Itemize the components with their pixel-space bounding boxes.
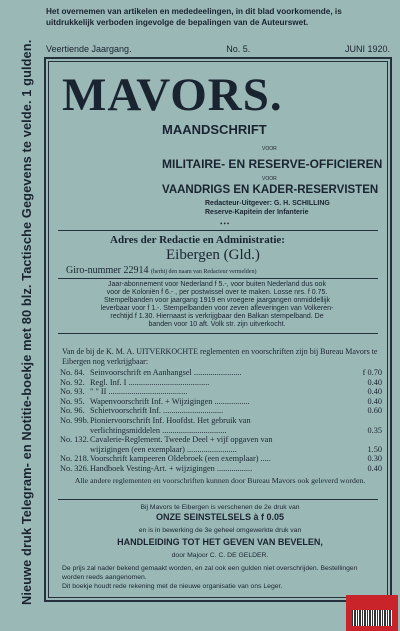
item-no: No. 326. bbox=[60, 463, 89, 473]
list-item bbox=[60, 416, 382, 426]
item-no bbox=[60, 445, 90, 455]
giro-note: (herhij den naam van Redacteur vermelden) bbox=[151, 269, 257, 275]
item-no: No. 95. bbox=[60, 396, 85, 406]
list-item bbox=[60, 387, 382, 397]
divider bbox=[58, 333, 378, 334]
copyright-notice: Het overnemen van artikelen en mededeelingen, in dit blad voorkomende, is uitdrukkelijk verboden ingevolge de bepalingen van de Auteurswet. bbox=[46, 7, 342, 27]
item-price: 1.50 bbox=[367, 444, 382, 454]
item-desc: " " II ...................................... bbox=[90, 387, 188, 397]
subscription-line: Jaar-abonnement voor Nederland f 5.-, voor buiten Nederland dus ook bbox=[108, 281, 326, 288]
item-desc: wijzigingen (een exemplaar) ........................ bbox=[90, 444, 237, 454]
note-line: De prijs zal nader bekend gemaakt worden, en zal ook een gulden niet overschrijden. Bestellingen worden reeds aangenomen. bbox=[62, 565, 358, 582]
divider bbox=[58, 499, 378, 500]
item-no: No. 99b. bbox=[60, 415, 89, 425]
issue-date: JUNI 1920. bbox=[344, 44, 390, 54]
issue-number: No. 5. bbox=[226, 44, 251, 54]
item-desc: verlichtingsmiddelen ............................... bbox=[90, 425, 227, 435]
item-desc: Handboek Vesting-Art. + wijzigingen ................. bbox=[90, 463, 253, 473]
item-price: 0.60 bbox=[367, 406, 382, 416]
volume: Veertiende Jaargang. bbox=[46, 44, 132, 54]
item-price: f 0.70 bbox=[362, 368, 382, 377]
note-line: en is in bewerking de 3e geheel omgewerkte druk van bbox=[138, 527, 302, 534]
after-items-note: Alle andere reglementen en voorschriften kunnen door Bureau Mavors ook geleverd worden. bbox=[74, 476, 366, 485]
item-no: No. 132. bbox=[60, 435, 89, 445]
divider bbox=[58, 230, 378, 231]
item-price: 0.30 bbox=[367, 454, 382, 464]
barcode-icon bbox=[352, 610, 392, 626]
list-item bbox=[60, 368, 382, 378]
item-price: 0.40 bbox=[367, 387, 382, 397]
note-line: Bij Mavors te Eibergen is verschenen de 2e druk van bbox=[140, 504, 300, 511]
item-price bbox=[354, 416, 382, 426]
divider bbox=[58, 278, 378, 279]
subscription-line: rechtijd f 1.30. Hiernaast is verkrijgbaar den Balkan stempelband. De bbox=[110, 313, 324, 320]
item-desc: Voorschrift kampeeren Oldebroek (een exemplaar) ..... bbox=[90, 454, 271, 464]
ornament-dots: ••• bbox=[220, 220, 231, 228]
item-list bbox=[60, 368, 382, 474]
item-price: 0.40 bbox=[367, 377, 382, 387]
giro-number bbox=[66, 265, 256, 276]
issue-meta bbox=[46, 44, 390, 54]
list-item bbox=[60, 445, 382, 455]
item-desc: Regl. Inf. I ....................................... bbox=[90, 377, 210, 387]
item-no: No. 93. bbox=[60, 387, 85, 397]
item-desc: Cavalerie-Reglement. Tweede Deel + vijf opgaven van bbox=[90, 435, 273, 445]
vertical-advert: Nieuwe druk Telegram- en Notitie-boekje met 80 blz. Tactische Gegevens te velde. 1 gulden. bbox=[19, 39, 34, 605]
giro-label: Giro-nummer 22914 bbox=[66, 265, 149, 276]
note-title: ONZE SEINSTELSELS à f 0.05 bbox=[155, 512, 285, 522]
note-title: HANDLEIDING TOT HET GEVEN VAN BEVELEN, bbox=[117, 537, 323, 547]
list-item bbox=[60, 435, 382, 445]
list-item bbox=[60, 454, 382, 464]
note-author: door Majoor C. C. DE GELDER. bbox=[171, 552, 269, 559]
audience-line-2: VAANDRIGS EN KADER-RESERVISTEN bbox=[162, 184, 379, 196]
editor-line: Redacteur-Uitgever: G. H. SCHILLING bbox=[205, 200, 330, 207]
voor-label-2: VOOR bbox=[262, 176, 277, 182]
item-no: No. 96. bbox=[60, 406, 85, 416]
list-item bbox=[60, 397, 382, 407]
item-price: 0.35 bbox=[367, 425, 382, 435]
item-desc: Schietvoorschrift Inf. ............................. bbox=[90, 406, 224, 416]
list-item bbox=[60, 406, 382, 416]
intro-text: Van de bij de K. M. A. UITVERKOCHTE reglementen en voorschriften zijn bij Bureau Mavors te Eibergen nog verkrijgbaar: bbox=[62, 347, 378, 366]
item-price: 0.40 bbox=[367, 463, 382, 473]
subscription-line: Stempelbanden voor jaargang 1919 en vroegere jaargangen onmiddellijk bbox=[103, 297, 331, 304]
item-no: No. 92. bbox=[60, 377, 85, 387]
editor-rank: Reserve-Kapitein der Infanterie bbox=[205, 209, 309, 216]
item-price: 0.40 bbox=[367, 396, 382, 406]
audience-line-1: MILITAIRE- EN RESERVE-OFFICIEREN bbox=[162, 157, 383, 171]
subscription-line: leverbaar voor f 1.-. Stempelbanden voor zeven afleveringen van Volkeren- bbox=[100, 305, 334, 312]
item-no: No. 84. bbox=[60, 368, 85, 377]
item-desc: Pioniervoorschrift Inf. Hoofdst. Het gebruik van bbox=[90, 415, 251, 425]
address-city: Eibergen (Gld.) bbox=[166, 247, 260, 263]
magazine-title: MAVORS. bbox=[62, 69, 283, 121]
list-item bbox=[60, 426, 382, 436]
item-desc: Wapenvoorschrift Inf. + Wijzigingen ................. bbox=[90, 396, 250, 406]
address-heading: Adres der Redactie en Administratie: bbox=[110, 234, 285, 246]
subscription-line: banden voor 10 aft. Volk str. zijn uitverkocht. bbox=[148, 321, 286, 328]
list-item bbox=[60, 378, 382, 388]
magazine-subtitle: MAANDSCHRIFT bbox=[162, 122, 267, 137]
voor-label-1: VOOR bbox=[262, 146, 277, 152]
subscription-line: voor de Koloniën f 6.- , per postwissel over te maken. Losse nrs. f 0.75. bbox=[106, 289, 328, 296]
item-no: No. 218. bbox=[60, 454, 89, 464]
item-price bbox=[354, 435, 382, 445]
item-no bbox=[60, 426, 90, 436]
item-desc: Seinvoorschrift en Aanhangsel ....................... bbox=[90, 368, 242, 377]
list-item bbox=[60, 464, 382, 474]
note-line: Dit boekje houdt rede rekening met de nieuwe organisatie van ons Leger. bbox=[62, 583, 283, 590]
